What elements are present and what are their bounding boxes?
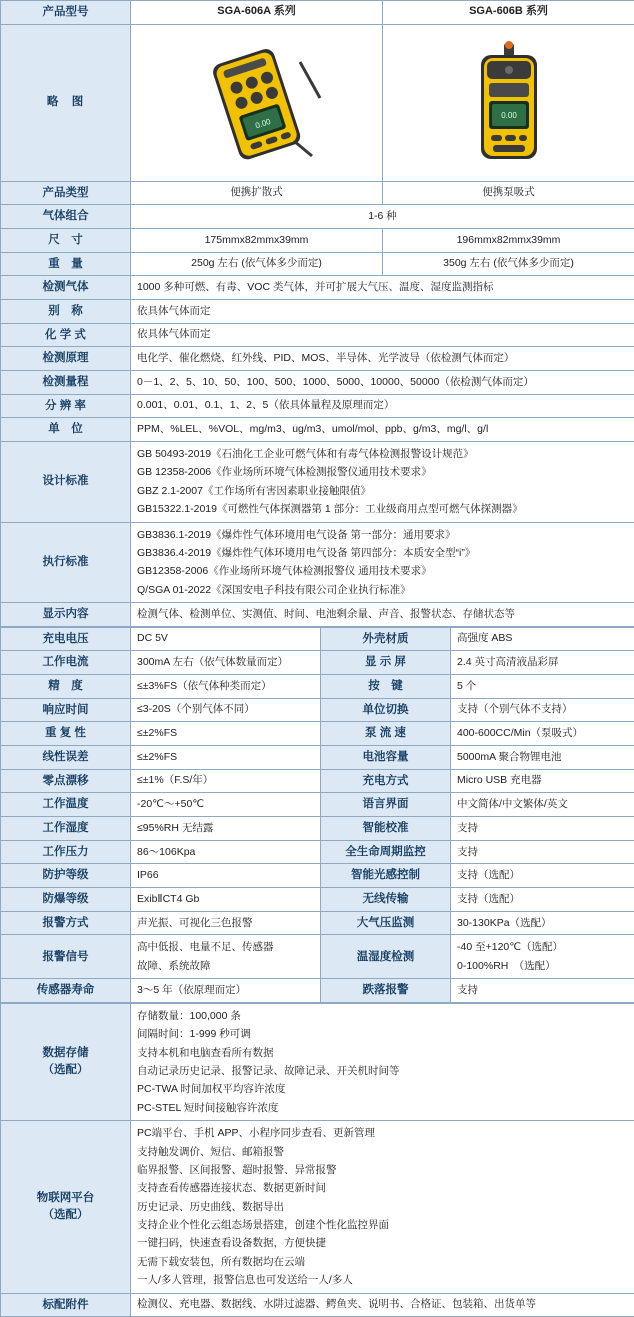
design-std-line-4: GB15322.1-2019《可燃性气体探测器第 1 部分：工业级商用点型可燃气体探测器》 — [137, 500, 628, 518]
label-unit-switch: 单位切换 — [321, 698, 451, 722]
value-keys: 5 个 — [451, 675, 634, 699]
table-row-principle — [1, 347, 634, 371]
value-smart-calibration: 支持 — [451, 817, 634, 841]
label-design-std: 设计标准 — [1, 442, 131, 523]
value-drop-alarm: 支持 — [451, 979, 634, 1003]
label-alias: 别 称 — [1, 300, 131, 324]
value-sensor-life: 3～5 年（依原理而定） — [131, 979, 321, 1003]
label-ip-rating: 防护等级 — [1, 864, 131, 888]
table-row-response — [1, 698, 634, 722]
label-size: 尺 寸 — [1, 229, 131, 253]
label-light-sensing: 智能光感控制 — [321, 864, 451, 888]
product-image-b — [383, 24, 634, 181]
table-row-weight — [1, 252, 634, 276]
table-row-repeatability — [1, 722, 634, 746]
label-storage — [1, 1003, 131, 1120]
label-detect-gas: 检测气体 — [1, 276, 131, 300]
value-zero-drift: ≤±1%（F.S/年） — [131, 769, 321, 793]
value-linear-error: ≤±2%FS — [131, 746, 321, 770]
table-row-formula — [1, 323, 634, 347]
exec-std-line-3: GB12358-2006《作业场所环境气体检测报警仪 通用技术要求》 — [137, 562, 628, 580]
value-charge-method: Micro USB 充电器 — [451, 769, 634, 793]
table-row-accessories — [1, 1293, 634, 1317]
label-display-screen: 显 示 屏 — [321, 651, 451, 675]
iot-line-3: 临界报警、区间报警、超时报警、异常报警 — [137, 1161, 628, 1179]
design-std-line-1: GB 50493-2019《石油化工企业可燃气体和有毒气体检测报警设计规范》 — [137, 445, 628, 463]
value-storage — [131, 1003, 634, 1120]
label-storage-line-2: （选配） — [7, 1062, 124, 1079]
label-keys: 按 键 — [321, 675, 451, 699]
value-range: 0－1、2、5、10、50、100、500、1000、5000、10000、50000（依检测气体而定） — [131, 371, 634, 395]
iot-line-2: 支持触发调价、短信、邮箱报警 — [137, 1143, 628, 1161]
label-shell-material: 外壳材质 — [321, 627, 451, 651]
iot-line-9: 一人/多人管理，报警信息也可发送给一人/多人 — [137, 1271, 628, 1289]
exec-std-line-2: GB3836.4-2019《爆炸性气体环境用电气设备 第四部分：本质安全型“i”》 — [137, 544, 628, 562]
value-ex-rating: ExibⅡCT4 Gb — [131, 888, 321, 912]
table-row-range — [1, 371, 634, 395]
value-gas-combo: 1-6 种 — [131, 205, 634, 229]
svg-text:0.00: 0.00 — [501, 111, 517, 120]
label-sketch: 略 图 — [1, 24, 131, 181]
value-charge-voltage: DC 5V — [131, 627, 321, 651]
value-design-std — [131, 442, 634, 523]
label-charge-method: 充电方式 — [321, 769, 451, 793]
label-alarm-mode: 报警方式 — [1, 911, 131, 935]
value-response-time: ≤3-20S（个别气体不同） — [131, 698, 321, 722]
label-principle: 检测原理 — [1, 347, 131, 371]
label-exec-std: 执行标准 — [1, 522, 131, 603]
value-model-b: SGA-606B 系列 — [383, 1, 634, 25]
value-wireless: 支持（选配） — [451, 888, 634, 912]
label-lifecycle-monitor: 全生命周期监控 — [321, 840, 451, 864]
table-row-charge-voltage — [1, 627, 634, 651]
iot-line-5: 历史记录、历史曲线、数据导出 — [137, 1198, 628, 1216]
label-smart-calibration: 智能校准 — [321, 817, 451, 841]
value-alarm-mode: 声光振、可视化三色报警 — [131, 911, 321, 935]
value-type-b: 便携泵吸式 — [383, 181, 634, 205]
label-iot-line-2: （选配） — [7, 1207, 124, 1224]
label-zero-drift: 零点漂移 — [1, 769, 131, 793]
value-size-b: 196mmx82mmx39mm — [383, 229, 634, 253]
label-air-pressure: 大气压监测 — [321, 911, 451, 935]
spec-table-dual — [0, 627, 634, 1003]
value-alias: 依具体气体而定 — [131, 300, 634, 324]
label-iot-line-1: 物联网平台 — [7, 1190, 124, 1207]
table-row-sketch — [1, 24, 634, 181]
value-alarm-signal — [131, 935, 321, 979]
value-detect-gas: 1000 多种可燃、有毒、VOC 类气体，并可扩展大气压、温度、湿度监测指标 — [131, 276, 634, 300]
value-unit-switch: 支持（个别气体不支持） — [451, 698, 634, 722]
label-accuracy: 精 度 — [1, 675, 131, 699]
table-row-work-temp — [1, 793, 634, 817]
label-sensor-life: 传感器寿命 — [1, 979, 131, 1003]
label-repeatability: 重 复 性 — [1, 722, 131, 746]
label-temp-humidity-detect: 温湿度检测 — [321, 935, 451, 979]
label-range: 检测量程 — [1, 371, 131, 395]
value-exec-std — [131, 522, 634, 603]
value-weight-a: 250g 左右 (依气体多少而定) — [131, 252, 383, 276]
value-work-humidity: ≤95%RH 无结露 — [131, 817, 321, 841]
table-row-ex-rating — [1, 888, 634, 912]
spec-table-bottom — [0, 1003, 634, 1317]
product-image-a — [131, 24, 383, 181]
table-row-exec-std — [1, 522, 634, 603]
label-weight: 重 量 — [1, 252, 131, 276]
value-accessories: 检测仪、充电器、数据线、水阱过滤器、鳄鱼夹、说明书、合格证、包装箱、出货单等 — [131, 1293, 634, 1317]
table-row-alias — [1, 300, 634, 324]
storage-line-5: PC-TWA 时间加权平均容许浓度 — [137, 1080, 628, 1098]
value-repeatability: ≤±2%FS — [131, 722, 321, 746]
value-type-a: 便携扩散式 — [131, 181, 383, 205]
table-row-accuracy — [1, 675, 634, 699]
value-temp-humidity-detect — [451, 935, 634, 979]
table-row-alarm-mode — [1, 911, 634, 935]
label-battery-capacity: 电池容量 — [321, 746, 451, 770]
storage-line-6: PC-STEL 短时间接触容许浓度 — [137, 1099, 628, 1117]
exec-std-line-1: GB3836.1-2019《爆炸性气体环境用电气设备 第一部分：通用要求》 — [137, 526, 628, 544]
label-iot-platform — [1, 1121, 131, 1293]
label-accessories: 标配附件 — [1, 1293, 131, 1317]
table-row-unit — [1, 418, 634, 442]
label-storage-line-1: 数据存储 — [7, 1045, 124, 1062]
storage-line-4: 自动记录历史记录、报警记录、故障记录、开关机时间等 — [137, 1062, 628, 1080]
iot-line-6: 支持企业个性化云组态场景搭建，创建个性化监控界面 — [137, 1216, 628, 1234]
table-row-alarm-signal — [1, 935, 634, 979]
value-shell-material: 高强度 ABS — [451, 627, 634, 651]
value-work-pressure: 86～106Kpa — [131, 840, 321, 864]
value-lifecycle-monitor: 支持 — [451, 840, 634, 864]
label-pump-flow: 泵 流 速 — [321, 722, 451, 746]
value-air-pressure: 30-130KPa（选配） — [451, 911, 634, 935]
label-work-pressure: 工作压力 — [1, 840, 131, 864]
iot-line-7: 一键扫码，快速查看设备数据，方便快捷 — [137, 1234, 628, 1252]
label-work-humidity: 工作湿度 — [1, 817, 131, 841]
value-light-sensing: 支持（选配） — [451, 864, 634, 888]
design-std-line-2: GB 12358-2006《作业场所环境气体检测报警仪通用技术要求》 — [137, 463, 628, 481]
svg-text:0.00: 0.00 — [254, 117, 272, 131]
label-work-current: 工作电流 — [1, 651, 131, 675]
label-type: 产品类型 — [1, 181, 131, 205]
table-row-zero-drift — [1, 769, 634, 793]
table-row-sensor-life — [1, 979, 634, 1003]
table-row-type — [1, 181, 634, 205]
alarm-signal-line-2: 故障、系统故障 — [137, 957, 314, 975]
table-row-gas-combo — [1, 205, 634, 229]
table-row-resolution — [1, 394, 634, 418]
value-battery-capacity: 5000mA 聚合物锂电池 — [451, 746, 634, 770]
table-row-size — [1, 229, 634, 253]
table-row-model — [1, 1, 634, 25]
label-resolution: 分 辨 率 — [1, 394, 131, 418]
table-row-iot — [1, 1121, 634, 1293]
iot-line-4: 支持查看传感器连接状态、数据更新时间 — [137, 1179, 628, 1197]
value-work-current: 300mA 左右（依气体数量而定） — [131, 651, 321, 675]
table-row-detect-gas — [1, 276, 634, 300]
storage-line-3: 支持本机和电脑查看所有数据 — [137, 1044, 628, 1062]
value-size-a: 175mmx82mmx39mm — [131, 229, 383, 253]
iot-line-8: 无需下载安装包，所有数据均在云端 — [137, 1253, 628, 1271]
value-unit: PPM、%LEL、%VOL、mg/m3、ug/m3、umol/mol、ppb、g/m3、mg/l、g/l — [131, 418, 634, 442]
table-row-storage — [1, 1003, 634, 1120]
table-row-work-pressure — [1, 840, 634, 864]
label-response-time: 响应时间 — [1, 698, 131, 722]
table-row-display-content — [1, 603, 634, 627]
value-work-temp: -20℃～+50℃ — [131, 793, 321, 817]
label-formula: 化 学 式 — [1, 323, 131, 347]
alarm-signal-line-1: 高中低报、电量不足、传感器 — [137, 938, 314, 956]
label-language: 语言界面 — [321, 793, 451, 817]
label-gas-combo: 气体组合 — [1, 205, 131, 229]
value-iot-platform — [131, 1121, 634, 1293]
value-weight-b: 350g 左右 (依气体多少而定) — [383, 252, 634, 276]
table-row-ip-rating — [1, 864, 634, 888]
label-model: 产品型号 — [1, 1, 131, 25]
value-ip-rating: IP66 — [131, 864, 321, 888]
label-unit: 单 位 — [1, 418, 131, 442]
value-display-screen: 2.4 英寸高清液晶彩屏 — [451, 651, 634, 675]
design-std-line-3: GBZ 2.1-2007《工作场所有害因素职业接触限值》 — [137, 482, 628, 500]
value-resolution: 0.001、0.01、0.1、1、2、5（依具体量程及原理而定） — [131, 394, 634, 418]
exec-std-line-4: Q/SGA 01-2022《深国安电子科技有限公司企业执行标准》 — [137, 581, 628, 599]
temp-humidity-line-1: -40 至+120℃（选配） — [457, 938, 628, 956]
device-diffusion-icon — [182, 40, 332, 165]
label-wireless: 无线传输 — [321, 888, 451, 912]
iot-line-1: PC端平台、手机 APP、小程序同步查看、更新管理 — [137, 1124, 628, 1142]
label-display-content: 显示内容 — [1, 603, 131, 627]
value-formula: 依具体气体而定 — [131, 323, 634, 347]
table-row-design-std — [1, 442, 634, 523]
value-language: 中文简体/中文繁体/英文 — [451, 793, 634, 817]
label-drop-alarm: 跌落报警 — [321, 979, 451, 1003]
storage-line-2: 间隔时间：1-999 秒可调 — [137, 1025, 628, 1043]
storage-line-1: 存储数量：100,000 条 — [137, 1007, 628, 1025]
label-linear-error: 线性误差 — [1, 746, 131, 770]
spec-table — [0, 0, 634, 627]
label-work-temp: 工作温度 — [1, 793, 131, 817]
table-row-linear-error — [1, 746, 634, 770]
label-charge-voltage: 充电电压 — [1, 627, 131, 651]
temp-humidity-line-2: 0-100%RH （选配） — [457, 957, 628, 975]
value-accuracy: ≤±3%FS（依气体种类而定） — [131, 675, 321, 699]
label-alarm-signal: 报警信号 — [1, 935, 131, 979]
value-principle: 电化学、催化燃烧、红外线、PID、MOS、半导体、光学波导（依检测气体而定） — [131, 347, 634, 371]
value-pump-flow: 400-600CC/Min（泵吸式） — [451, 722, 634, 746]
table-row-work-humidity — [1, 817, 634, 841]
value-model-a: SGA-606A 系列 — [131, 1, 383, 25]
value-display-content: 检测气体、检测单位、实测值、时间、电池剩余量、声音、报警状态、存储状态等 — [131, 603, 634, 627]
device-pump-icon — [449, 39, 569, 167]
label-ex-rating: 防爆等级 — [1, 888, 131, 912]
table-row-work-current — [1, 651, 634, 675]
